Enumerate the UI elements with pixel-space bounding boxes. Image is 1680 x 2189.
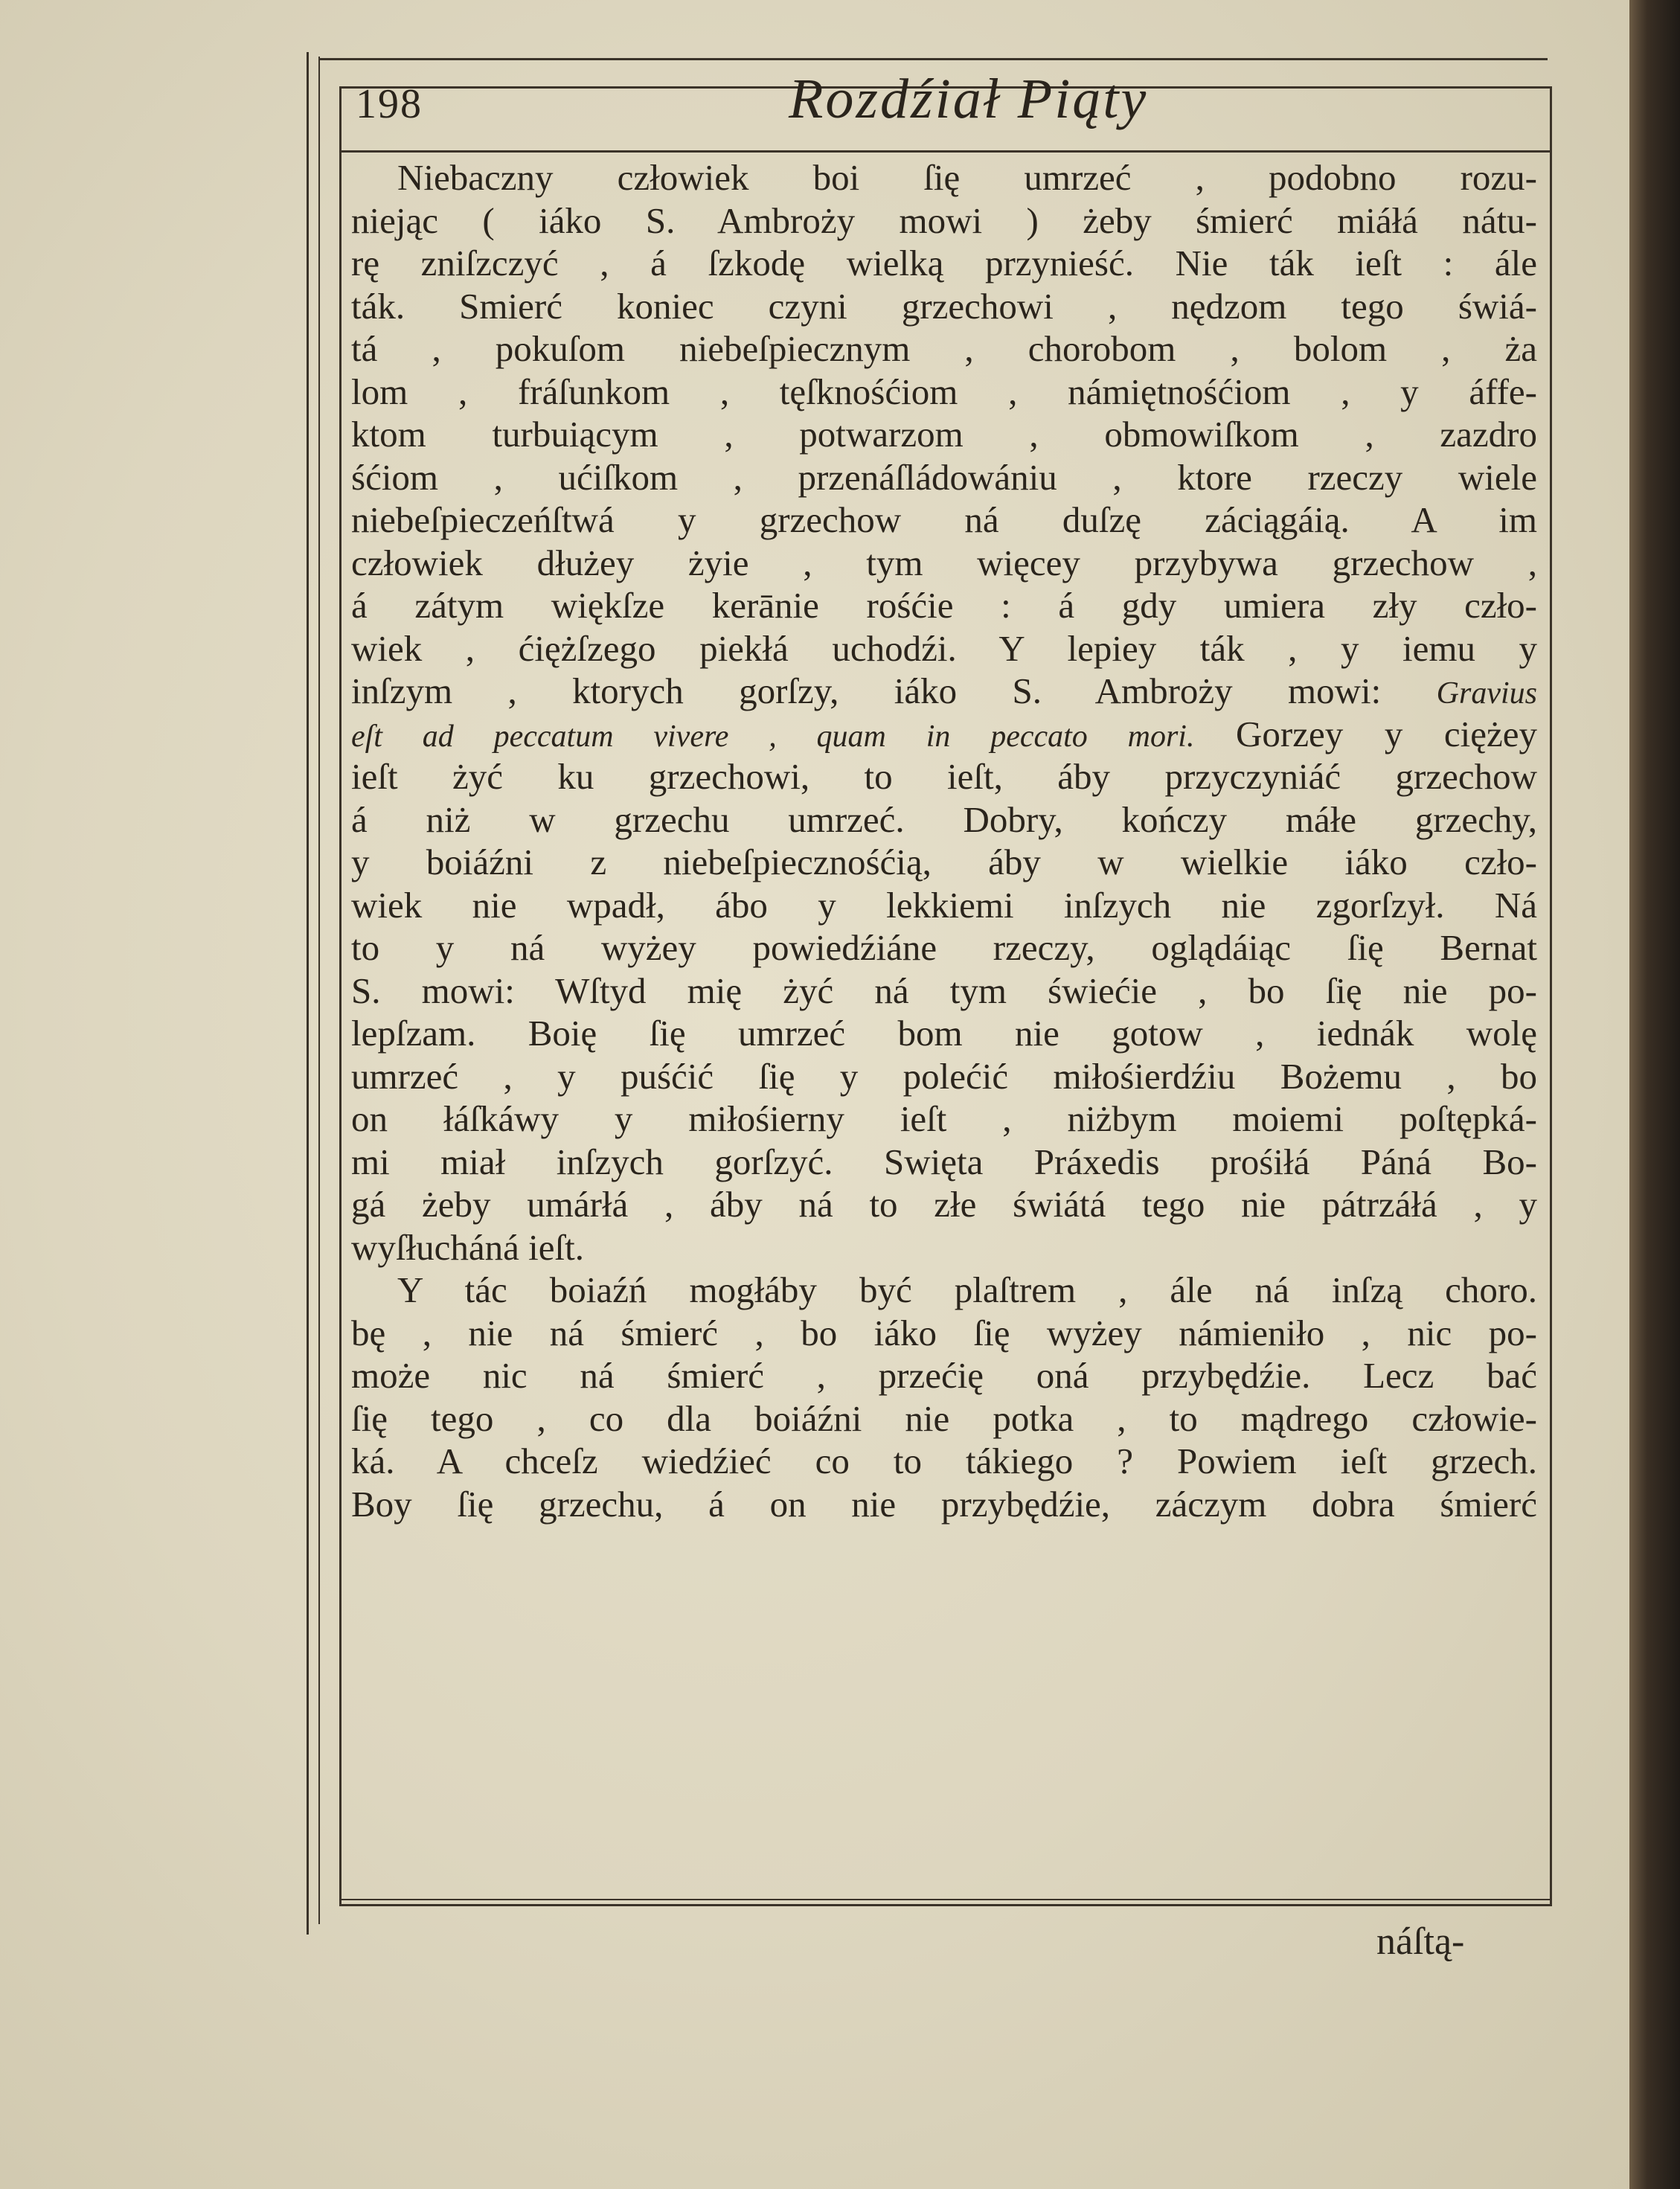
text-line: ká. A chceſz wiedźieć co to tákiego ? Powiem ieſt grzech. [351, 1440, 1537, 1481]
latin-quote: eſt ad peccatum vivere , quam in peccato mori. [351, 719, 1195, 754]
text-line: á zátym więkſze kerānie rośćie : á gdy umiera zły czło- [351, 585, 1537, 626]
text-line: niejąc ( iáko S. Ambroży mowi ) żeby śmierć miáłá nátu- [351, 199, 1537, 241]
text-line: ták. Smierć koniec czyni grzechowi , nędzom tego świá- [351, 285, 1537, 327]
text-line: y boiáźni z niebeſpiecznośćią, áby w wielkie iáko czło- [351, 842, 1537, 882]
text-line: mi miał inſzych gorſzyć. Swięta Práxedis prośiłá Páná Bo- [351, 1141, 1537, 1182]
text-line: wiek nie wpadł, ábo y lekkiemi inſzych nie zgorſzył. Ná [351, 884, 1537, 926]
catchword: náſtą- [1376, 1920, 1465, 1963]
text-line: ktom turbuiącym , potwarzom , obmowiſkom , zazdro [351, 414, 1537, 455]
text-line: człowiek dłużey żyie , tym więcey przybywa grzechow , [351, 542, 1537, 583]
book-spine [1629, 0, 1680, 2189]
text-line: wyſłucháná ieſt. [351, 1226, 584, 1268]
text-line: może nic ná śmierć , przećię oná przybędźie. Lecz bać [351, 1355, 1537, 1396]
text-line-with-latin [351, 670, 1537, 713]
text-line: Boy ſię grzechu, á on nie przybędźie, záczym dobra śmierć [351, 1483, 1537, 1525]
text-line: śćiom , ućiſkom , przenáſládowániu , ktore rzeczy wiele [351, 456, 1537, 498]
text-line-with-latin [351, 713, 1537, 756]
text-line: umrzeć , y puśćić ſię y polećić miłośierdźiu Bożemu , bo [351, 1055, 1537, 1097]
text-fragment: Gorzey y ciężey [1236, 713, 1537, 754]
left-margin-rule-inner [318, 57, 320, 1924]
text-line: niebeſpieczeńſtwá y grzechow ná duſzę záciągáią. A im [351, 499, 1537, 540]
text-line: rę zniſzczyć , á ſzkodę wielką przynieść. Nie ták ieſt : ále [351, 243, 1537, 283]
header-rule [339, 150, 1552, 153]
text-line: lepſzam. Boię ſię umrzeć bom nie gotow , iednák wolę [351, 1013, 1537, 1054]
text-line: á niż w grzechu umrzeć. Dobry, kończy máłe grzechy, [351, 798, 1537, 840]
page-number: 198 [356, 81, 423, 127]
running-head: Rozdźiał Piąty [789, 68, 1149, 130]
text-line: ſię tego , co dla boiáźni nie potka , to mądrego człowie- [351, 1397, 1537, 1439]
top-margin-rule [320, 58, 1548, 60]
text-line: gá żeby umárłá , áby ná to złe świátá tego nie pátrzáłá , y [351, 1184, 1537, 1225]
body-text [351, 156, 1537, 1525]
text-line: Niebaczny człowiek boi ſię umrzeć , podobno rozu- [397, 157, 1537, 198]
left-margin-rule-outer [307, 52, 309, 1935]
text-line: Y tác boiaźń mogłáby być plaſtrem , ále ná inſzą choro. [397, 1269, 1537, 1310]
text-line: to y ná wyżey powiedźiáne rzeczy, oglądáiąc ſię Bernat [351, 927, 1537, 968]
text-line: S. mowi: Wſtyd mię żyć ná tym świećie , bo ſię nie po- [351, 969, 1537, 1011]
text-line: lom , fráſunkom , tęſknośćiom , námiętnośćiom , y áffe- [351, 371, 1537, 412]
text-line: on łáſkáwy y miłośierny ieſt , niżbym moiemi poſtępká- [351, 1098, 1537, 1139]
footer-rule [339, 1899, 1552, 1900]
text-line: wiek , ćiężſzego piekłá uchodźi. Y lepiey ták , y iemu y [351, 627, 1537, 669]
text-line: bę , nie ná śmierć , bo iáko ſię wyżey námieniło , nic po- [351, 1312, 1537, 1353]
text-fragment: inſzym , ktorych gorſzy, iáko S. Ambroży mowi: [351, 670, 1382, 711]
text-line: ieſt żyć ku grzechowi, to ieſt, áby przyczyniáć grzechow [351, 756, 1537, 797]
latin-quote-start: Gravius [1436, 676, 1537, 711]
text-line: tá , pokuſom niebeſpiecznym , chorobom , bolom , ża [351, 328, 1537, 369]
